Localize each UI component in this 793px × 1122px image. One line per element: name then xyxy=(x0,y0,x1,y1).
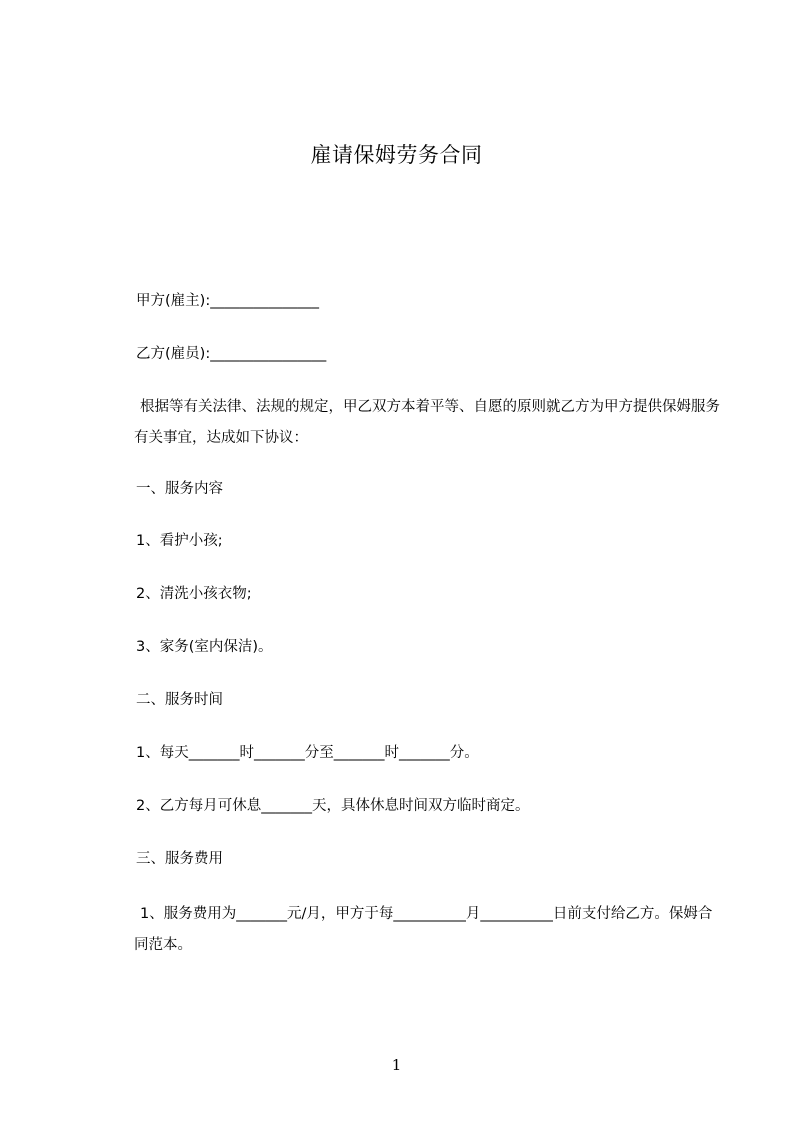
section-heading-service-time: 二、服务时间 xyxy=(136,692,223,708)
service-content-item-2: 2、清洗小孩衣物; xyxy=(136,586,252,602)
preamble-paragraph: 根据等有关法律、法规的规定，甲乙双方本着平等、自愿的原则就乙方为甲方提供保姆服务有关事宜，达成如下协议： xyxy=(134,399,720,446)
section-heading-service-content: 一、服务内容 xyxy=(136,481,223,497)
page-number: 1 xyxy=(391,1056,402,1074)
service-time-item-2: 2、乙方每月可休息_______天，具体休息时间双方临时商定。 xyxy=(136,798,530,814)
document-title: 雇请保姆劳务合同 xyxy=(310,143,483,167)
party-b-line: 乙方(雇员):________________ xyxy=(136,346,327,362)
service-time-item-1: 1、每天_______时_______分至_______时_______分。 xyxy=(136,745,479,761)
service-content-item-1: 1、看护小孩; xyxy=(136,533,223,549)
section-heading-service-fee: 三、服务费用 xyxy=(136,851,223,867)
service-fee-item-1: 1、服务费用为_______元/月，甲方于每__________月__________日前支付给乙方。保姆合同范本。 xyxy=(134,906,713,953)
service-content-item-3: 3、家务(室内保洁)。 xyxy=(136,639,273,655)
party-a-line: 甲方(雇主):_______________ xyxy=(136,293,319,309)
